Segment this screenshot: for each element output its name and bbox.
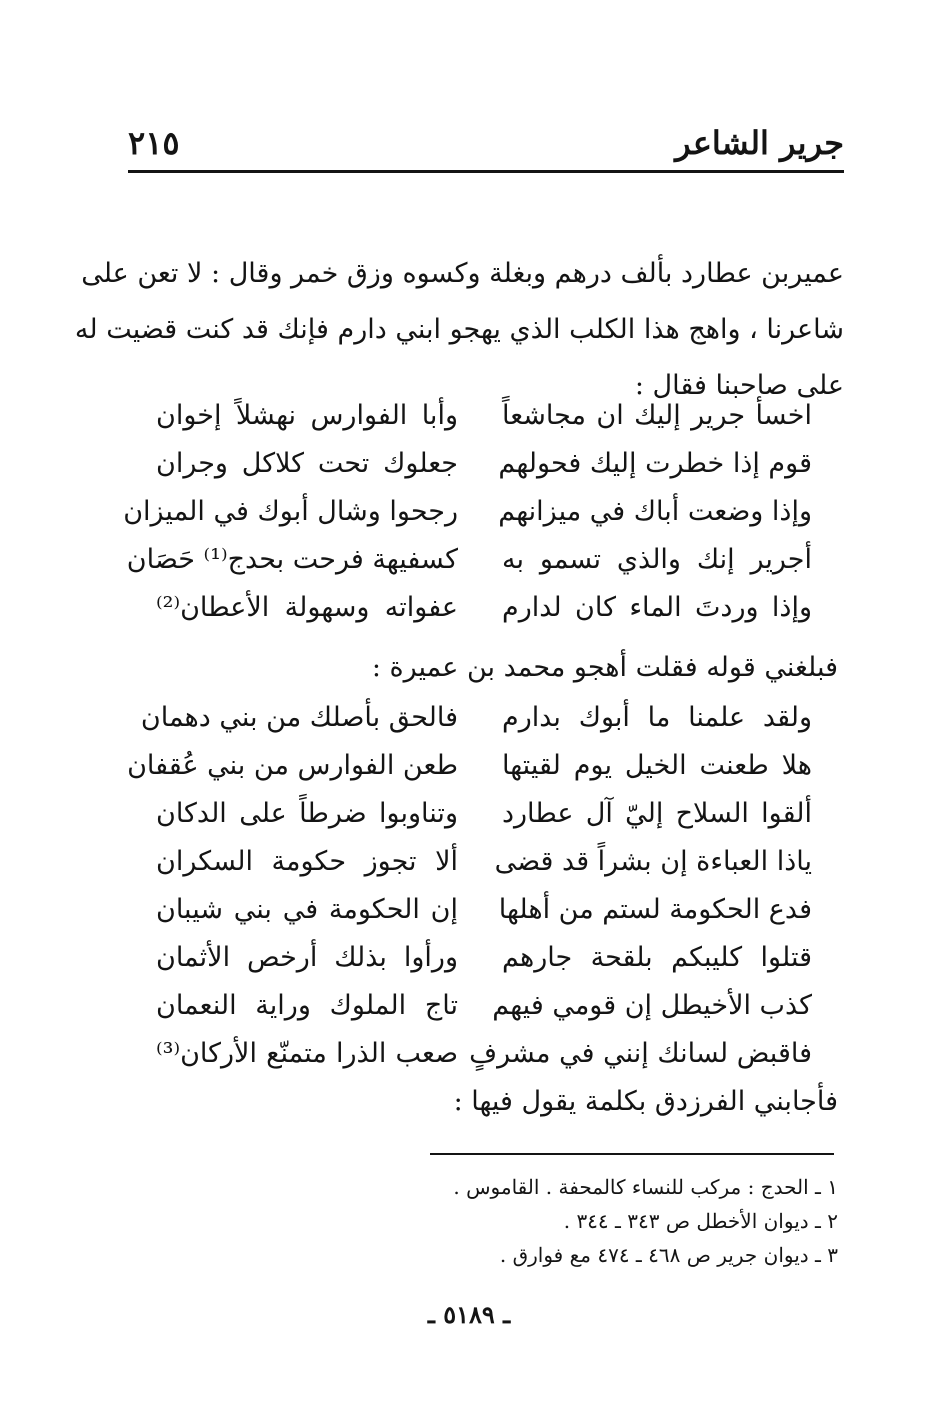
verse: [128, 886, 844, 934]
verse: [128, 790, 844, 838]
verse: [128, 694, 844, 742]
verse: [123, 488, 844, 536]
footnote: ٢ ـ ديوان الأخطل ص ٣٤٣ ـ ٣٤٤ .: [563, 1209, 838, 1233]
verse: [128, 392, 844, 440]
verse-second-half: إن الحكومة في بني شيبان: [156, 894, 458, 925]
verse-second-half: وتناوبوا ضرطاً على الدكان: [156, 798, 458, 829]
footnote: ١ ـ الحدج : مركب للنساء كالمحفة . القاموس .: [453, 1175, 838, 1199]
verse-first-half: قتلوا كليبكم بلقحة جارهم: [502, 942, 812, 973]
folio-number: ـ ٥١٨٩ ـ: [427, 1300, 511, 1329]
poem-first: [123, 392, 844, 632]
verse-first-half: فدع الحكومة لستم من أهلها: [498, 894, 812, 925]
verse-first-half: ألقوا السلاح إليّ آل عطارد: [502, 798, 812, 829]
verse-second-half: عفواته وسهولة الأعطان⁽²⁾: [156, 592, 458, 623]
paragraph-line: عميربن عطارد بألف درهم وبغلة وكسوه وزق خمر وقال : لا تعن على: [81, 258, 844, 289]
verse: [128, 982, 844, 1030]
verse: [128, 1030, 844, 1078]
verse: [128, 536, 844, 584]
verse-second-half: صعب الذرا متمنّع الأركان⁽³⁾: [156, 1038, 458, 1069]
verse-first-half: كذب الأخيطل إن قومي فيهم: [492, 990, 812, 1021]
paragraph-line: على صاحبنا فقال :: [634, 370, 844, 401]
opening-paragraph: [74, 246, 844, 414]
verse: [128, 584, 844, 632]
verse-first-half: ولقد علمنا ما أبوك بدارم: [502, 702, 812, 733]
verse-first-half: فاقبض لسانك إنني في مشرفٍ: [469, 1038, 812, 1069]
verse-second-half: فالحق بأصلك من بني دهمان: [140, 702, 458, 733]
verse-first-half: وإذا وضعت أباك في ميزانهم: [498, 496, 812, 527]
footnote: ٣ ـ ديوان جرير ص ٤٦٨ ـ ٤٧٤ مع فوارق .: [499, 1243, 838, 1267]
verse-first-half: اخسأ جرير إليك ان مجاشعاً: [502, 400, 812, 431]
verse-first-half: قوم إذا خطرت إليك فحولهم: [498, 448, 812, 479]
poem-intro-third: فأجابني الفرزدق بكلمة يقول فيها :: [453, 1086, 838, 1117]
verse-first-half: وإذا وردتَ الماء كان لدارم: [502, 592, 812, 623]
verse-first-half: هلا طعنت الخيل يوم لقيتها: [502, 750, 812, 781]
verse: [128, 440, 844, 488]
verse: [128, 838, 844, 886]
verse-second-half: جعلوك تحت كلاكل وجران: [156, 448, 458, 479]
verse-second-half: ورأوا بذلك أرخص الأثمان: [156, 942, 458, 973]
header-rule: [128, 170, 844, 173]
verse-second-half: ألا تجوز حكومة السكران: [156, 846, 458, 877]
page-number: ٢١٥: [128, 124, 180, 162]
paragraph-line: شاعرنا ، واهج هذا الكلب الذي يهجو ابني دارم فإنك قد كنت قضيت له: [74, 314, 844, 345]
running-head: [128, 118, 844, 174]
footnotes: [278, 1170, 838, 1272]
verse-second-half: طعن الفوارس من بني عُقفان: [127, 750, 458, 781]
poem-intro-second: فبلغني قوله فقلت أهجو محمد بن عميرة :: [371, 652, 838, 683]
running-title: جرير الشاعر: [675, 124, 844, 162]
verse-second-half: رجحوا وشال أبوك في الميزان: [123, 496, 458, 527]
verse-second-half: تاج الملوك وراية النعمان: [156, 990, 458, 1021]
verse: [128, 934, 844, 982]
verse-second-half: كسفيهة فرحت بحدج⁽¹⁾ حَصَان: [126, 544, 458, 575]
verse-second-half: وأبا الفوارس نهشلاً إخوان: [156, 400, 458, 431]
verse: [128, 742, 844, 790]
footnote-rule: [430, 1153, 834, 1155]
verse-first-half: أجرير إنك والذي تسمو به: [502, 544, 812, 575]
poem-second: [128, 694, 844, 1078]
verse-first-half: ياذا العباءة إن بشراً قد قضى: [494, 846, 812, 877]
